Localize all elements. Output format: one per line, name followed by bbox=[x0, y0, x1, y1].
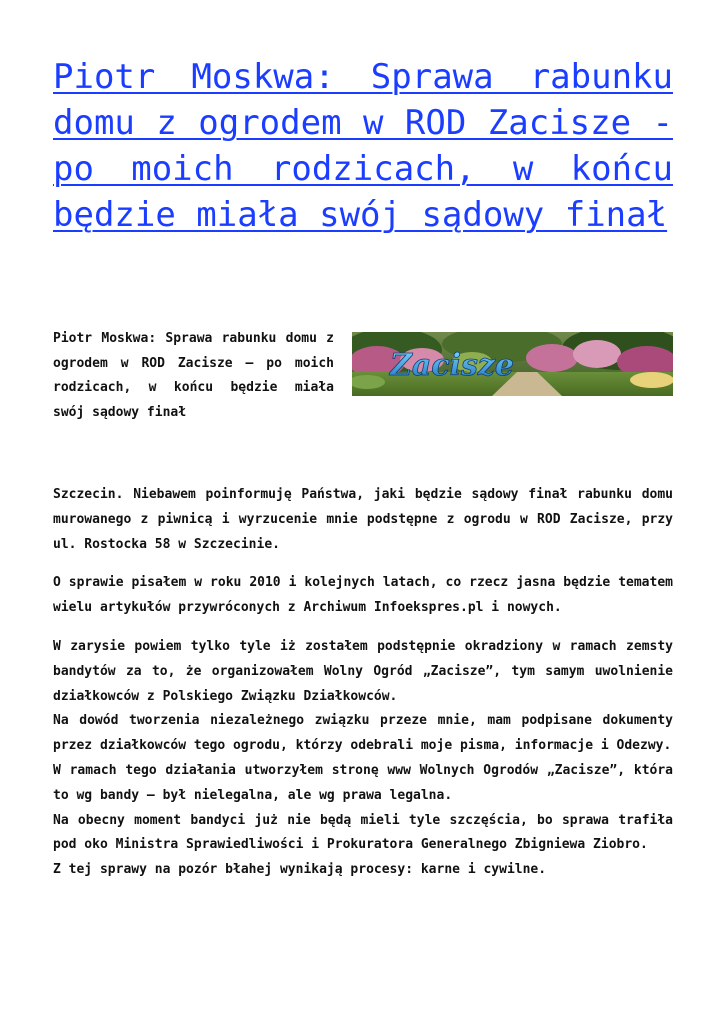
paragraph-line: W ramach tego działania utworzyłem stronę www Wolnych Ogrodów „Zacisze”, która to wg bandy – był nielegalna, ale wg prawa legalna. bbox=[53, 762, 673, 803]
intro-section bbox=[53, 327, 673, 437]
paragraph-group bbox=[53, 635, 673, 883]
paragraph-line: W zarysie powiem tylko tyle iż zostałem podstępnie okradziony w ramach zemsty bandytów za to, że organizowałem Wolny Ogród „Zacisze”, tym samym uwolnienie działkowców z Polskiego Związku Działkowców. bbox=[53, 638, 673, 704]
article-title-link[interactable]: Piotr Moskwa: Sprawa rabunku domu z ogrodem w ROD Zacisze - po moich rodzicach, w końcu będzie miała swój sądowy finał bbox=[53, 57, 673, 235]
paragraph: O sprawie pisałem w roku 2010 i kolejnych latach, co rzecz jasna będzie tematem wielu artykułów przywróconych z Archiwum Infoekspres.pl i nowych. bbox=[53, 575, 673, 616]
paragraph: Szczecin. Niebawem poinformuję Państwa, jaki będzie sądowy finał rabunku domu murowanego z piwnicą i wyrzucenie mnie podstępne z ogrodu w ROD Zacisze, przy ul. Rostocka 58 w Szczecinie. bbox=[53, 487, 673, 552]
intro-text: Piotr Moskwa: Sprawa rabunku domu z ogrodem w ROD Zacisze – po moich rodzicach, w końcu będzie miała swój sądowy finał bbox=[53, 331, 334, 420]
paragraph-line: Na dowód tworzenia niezależnego związku przeze mnie, mam podpisane dokumenty przez działkowców tego ogrodu, którzy odebrali moje pisma, informacje i Odezwy. bbox=[53, 713, 673, 754]
article-title bbox=[53, 54, 673, 238]
zacisze-logo-text: Zacisze bbox=[390, 348, 515, 383]
zacisze-garden-image bbox=[352, 332, 673, 396]
article-body bbox=[53, 483, 673, 897]
paragraph-line: Z tej sprawy na pozór błahej wynikają procesy: karne i cywilne. bbox=[53, 862, 547, 878]
paragraph-line: Na obecny moment bandyci już nie będą mieli tyle szczęścia, bo sprawa trafiła pod oko Ministra Sprawiedliwości i Prokuratora Generalnego Zbigniewa Ziobro. bbox=[53, 812, 673, 853]
